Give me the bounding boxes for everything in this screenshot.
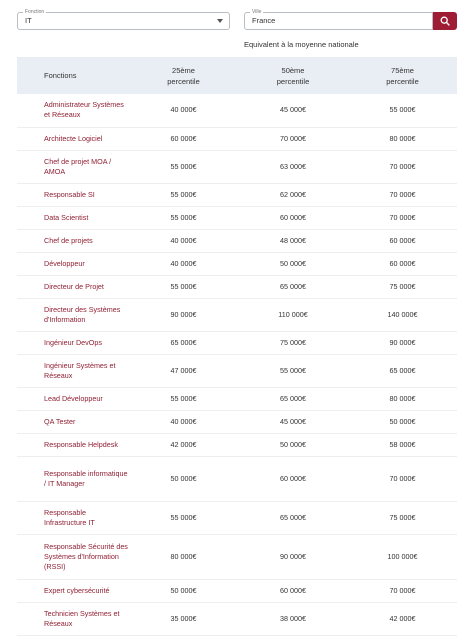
p25-value: 35 000€ [129, 602, 238, 635]
table-row [17, 456, 457, 501]
ville-label: Ville [252, 9, 262, 15]
function-link[interactable]: Responsable Sécurité des Systèmes d'Information (RSSI) [17, 534, 129, 579]
p50-value: 110 000€ [238, 298, 348, 331]
p75-value: 100 000€ [348, 534, 457, 579]
table-row [17, 298, 457, 331]
function-link[interactable]: Expert cybersécurité [17, 579, 129, 602]
fonction-label: Fonction [25, 9, 45, 15]
function-link[interactable]: Data Scientist [17, 206, 129, 229]
p75-value: 70 000€ [348, 579, 457, 602]
p50-value: 65 000€ [238, 501, 348, 534]
p50-value: 48 000€ [238, 229, 348, 252]
p50-value: 62 000€ [238, 183, 348, 206]
function-link[interactable]: Responsable Helpdesk [17, 433, 129, 456]
p25-value: 55 000€ [129, 206, 238, 229]
p50-value: 55 000€ [238, 354, 348, 387]
p75-value: 60 000€ [348, 252, 457, 275]
p75-value: 90 000€ [348, 331, 457, 354]
function-link[interactable]: Chef de projet MOA / AMOA [17, 150, 129, 183]
p25-value: 40 000€ [129, 410, 238, 433]
function-link[interactable]: Architecte Logiciel [17, 127, 129, 150]
p50-value: 50 000€ [238, 433, 348, 456]
table-row [17, 183, 457, 206]
function-link[interactable]: Responsable informatique / IT Manager [17, 456, 129, 501]
table-row [17, 127, 457, 150]
p25-value: 55 000€ [129, 387, 238, 410]
function-link[interactable]: Chef de projets [17, 229, 129, 252]
p50-value: 70 000€ [238, 127, 348, 150]
table-row [17, 387, 457, 410]
p75-value: 80 000€ [348, 387, 457, 410]
p75-value: 60 000€ [348, 229, 457, 252]
p25-value: 60 000€ [129, 127, 238, 150]
function-link[interactable]: Ingénieur Systèmes et Réseaux [17, 354, 129, 387]
ville-value: France [252, 16, 276, 25]
table-row [17, 150, 457, 183]
p25-value: 55 000€ [129, 150, 238, 183]
p25-value: 40 000€ [129, 94, 238, 127]
function-link[interactable]: Technicien Systèmes et Réseaux [17, 602, 129, 635]
table-row [17, 331, 457, 354]
p25-value: 55 000€ [129, 183, 238, 206]
p75-value: 70 000€ [348, 150, 457, 183]
table-row [17, 534, 457, 579]
p75-value: 65 000€ [348, 354, 457, 387]
p75-value: 42 000€ [348, 602, 457, 635]
table-row [17, 579, 457, 602]
header-fonctions: Fonctions [17, 57, 129, 94]
function-link[interactable]: Responsable Infrastructure IT [17, 501, 129, 534]
p50-value: 45 000€ [238, 410, 348, 433]
p75-value: 58 000€ [348, 433, 457, 456]
p75-value: 75 000€ [348, 275, 457, 298]
function-link[interactable]: Directeur de Projet [17, 275, 129, 298]
p50-value: 60 000€ [238, 456, 348, 501]
p25-value: 47 000€ [129, 354, 238, 387]
header-p50: 50ème percentile [238, 57, 348, 94]
function-link[interactable]: Développeur [17, 252, 129, 275]
p25-value: 50 000€ [129, 579, 238, 602]
table-row [17, 252, 457, 275]
subtitle: Equivalent à la moyenne nationale [244, 40, 359, 49]
p75-value: 75 000€ [348, 501, 457, 534]
table-row [17, 275, 457, 298]
table-row [17, 206, 457, 229]
fonction-value: IT [25, 16, 32, 25]
function-link[interactable]: Administrateur Systèmes et Réseaux [17, 94, 129, 127]
p75-value: 50 000€ [348, 410, 457, 433]
p50-value: 60 000€ [238, 206, 348, 229]
p25-value: 40 000€ [129, 252, 238, 275]
table-row [17, 433, 457, 456]
p25-value: 40 000€ [129, 229, 238, 252]
p25-value: 65 000€ [129, 331, 238, 354]
salary-table [17, 57, 457, 636]
p50-value: 65 000€ [238, 275, 348, 298]
search-icon [440, 16, 450, 26]
p75-value: 70 000€ [348, 206, 457, 229]
p25-value: 55 000€ [129, 501, 238, 534]
p50-value: 63 000€ [238, 150, 348, 183]
search-button[interactable] [433, 12, 457, 30]
p50-value: 45 000€ [238, 94, 348, 127]
table-row [17, 410, 457, 433]
p25-value: 50 000€ [129, 456, 238, 501]
p75-value: 80 000€ [348, 127, 457, 150]
table-row [17, 602, 457, 635]
table-row [17, 354, 457, 387]
function-link[interactable]: Responsable SI [17, 183, 129, 206]
table-header-row [17, 57, 457, 94]
fonction-select[interactable] [17, 9, 230, 30]
p25-value: 80 000€ [129, 534, 238, 579]
p75-value: 55 000€ [348, 94, 457, 127]
p50-value: 38 000€ [238, 602, 348, 635]
p50-value: 50 000€ [238, 252, 348, 275]
p25-value: 42 000€ [129, 433, 238, 456]
header-p25: 25ème percentile [129, 57, 238, 94]
p75-value: 70 000€ [348, 456, 457, 501]
function-link[interactable]: QA Tester [17, 410, 129, 433]
function-link[interactable]: Lead Développeur [17, 387, 129, 410]
header-p75: 75ème percentile [348, 57, 457, 94]
p25-value: 55 000€ [129, 275, 238, 298]
p50-value: 65 000€ [238, 387, 348, 410]
p50-value: 75 000€ [238, 331, 348, 354]
p50-value: 90 000€ [238, 534, 348, 579]
ville-input[interactable] [244, 9, 433, 30]
function-link[interactable]: Directeur des Systèmes d'Information [17, 298, 129, 331]
table-row [17, 94, 457, 127]
table-row [17, 229, 457, 252]
p75-value: 140 000€ [348, 298, 457, 331]
p50-value: 60 000€ [238, 579, 348, 602]
chevron-down-icon[interactable] [217, 19, 223, 23]
table-row [17, 501, 457, 534]
function-link[interactable]: Ingénieur DevOps [17, 331, 129, 354]
p25-value: 90 000€ [129, 298, 238, 331]
p75-value: 70 000€ [348, 183, 457, 206]
